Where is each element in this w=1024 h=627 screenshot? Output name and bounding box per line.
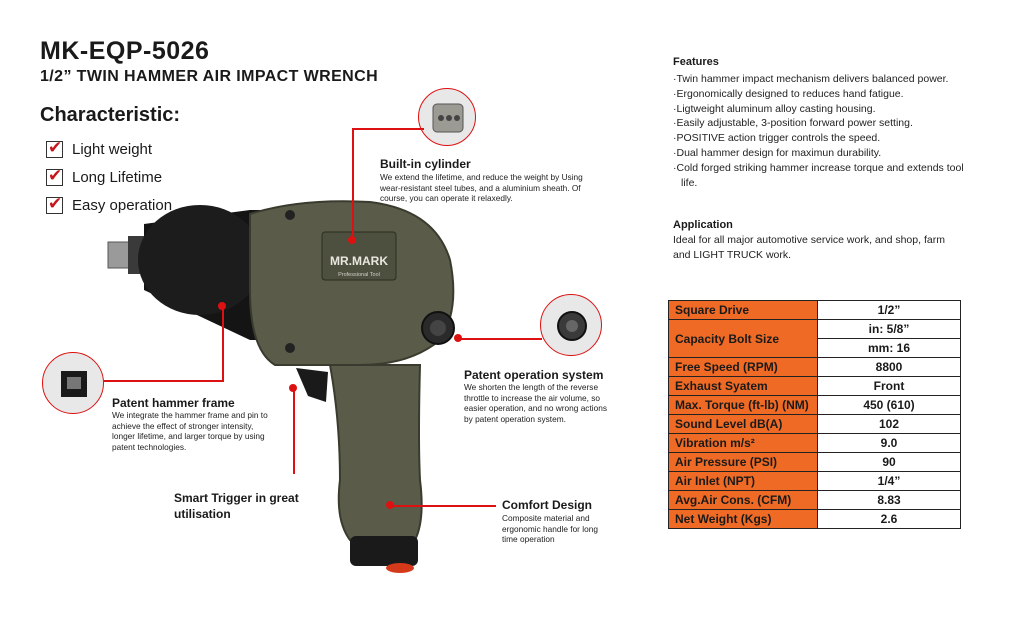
- checkmark-icon: [46, 197, 63, 214]
- spec-value: 2.6: [818, 510, 961, 529]
- spec-value: in: 5/8”: [818, 320, 961, 339]
- spec-value: Front: [818, 377, 961, 396]
- comfort-leader-line: [390, 505, 496, 507]
- table-row: [669, 358, 961, 377]
- characteristic-item: ✔ Long Lifetime: [46, 163, 172, 191]
- table-row: [669, 415, 961, 434]
- cylinder-leader-line: [352, 128, 354, 236]
- spec-label: Max. Torque (ft-lb) (NM): [669, 396, 818, 415]
- spec-value: 1/2”: [818, 301, 961, 320]
- cylinder-leader-line: [352, 128, 424, 130]
- table-row: [669, 301, 961, 320]
- spec-value: 90: [818, 453, 961, 472]
- tool-brand-text: MR.MARK: [330, 254, 388, 268]
- comfort-title: Comfort Design: [502, 498, 592, 512]
- cylinder-description: We extend the lifetime, and reduce the weight by Using wear-resistant steel tubes, and a aluminium sheath. Of course, you can operate it relaxedly.: [380, 172, 583, 204]
- table-row: [669, 434, 961, 453]
- characteristic-item: ✔ Light weight: [46, 135, 172, 163]
- feature-item: · Dual hammer design for maximun durability.: [673, 146, 973, 161]
- trigger-leader-line: [293, 388, 295, 474]
- features-list: [673, 72, 973, 190]
- hammer-frame-detail-image: [42, 352, 104, 414]
- table-row: [669, 453, 961, 472]
- operation-title: Patent operation system: [464, 368, 604, 382]
- trigger-title: Smart Trigger in great utilisation: [174, 491, 299, 521]
- hammer-frame-title: Patent hammer frame: [112, 396, 235, 410]
- product-model: MK-EQP-5026: [40, 37, 210, 65]
- application-title: Application: [673, 219, 733, 231]
- feature-item: · Ligtweight aluminum alloy casting housing.: [673, 102, 973, 117]
- feature-item: · Cold forged striking hammer increase torque and extends tool life.: [673, 161, 973, 191]
- table-row: [669, 472, 961, 491]
- characteristic-title: Characteristic:: [40, 104, 181, 126]
- spec-value: 1/4”: [818, 472, 961, 491]
- spec-label: Sound Level dB(A): [669, 415, 818, 434]
- trigger-pointer-dot: [289, 384, 297, 392]
- product-subtitle: 1/2” TWIN HAMMER AIR IMPACT WRENCH: [40, 68, 379, 85]
- feature-item: · POSITIVE action trigger controls the speed.: [673, 131, 973, 146]
- spec-label: Square Drive: [669, 301, 818, 320]
- spec-value: 8.83: [818, 491, 961, 510]
- tool-brand-subtext: Professional Tool: [338, 272, 380, 278]
- spec-label: Air Pressure (PSI): [669, 453, 818, 472]
- features-title: Features: [673, 56, 719, 68]
- characteristic-item: ✔ Easy operation: [46, 191, 172, 219]
- checkmark-icon: [46, 141, 63, 158]
- spec-label: Free Speed (RPM): [669, 358, 818, 377]
- hammer-frame-leader-line: [104, 380, 224, 382]
- spec-value: mm: 16: [818, 339, 961, 358]
- comfort-description: Composite material and ergonomic handle for long time operation: [502, 513, 598, 545]
- spec-value: 9.0: [818, 434, 961, 453]
- spec-value: 102: [818, 415, 961, 434]
- spec-value: 8800: [818, 358, 961, 377]
- operation-leader-line: [458, 338, 542, 340]
- feature-item: · Easily adjustable, 3-position forward power setting.: [673, 116, 973, 131]
- table-row: [669, 491, 961, 510]
- spec-label: Capacity Bolt Size: [669, 320, 818, 358]
- spec-label: Avg.Air Cons. (CFM): [669, 491, 818, 510]
- table-row: [669, 377, 961, 396]
- table-row: [669, 510, 961, 529]
- application-text: Ideal for all major automotive service work, and shop, farm and LIGHT TRUCK work.: [673, 234, 945, 261]
- hammer-frame-pointer-dot: [218, 302, 226, 310]
- operation-pointer-dot: [454, 334, 462, 342]
- spec-value: 450 (610): [818, 396, 961, 415]
- operation-system-detail-image: [540, 294, 602, 356]
- feature-item: · Ergonomically designed to reduces hand fatigue.: [673, 87, 973, 102]
- feature-item: · Twin hammer impact mechanism delivers balanced power.: [673, 72, 973, 87]
- spec-table: [668, 300, 961, 529]
- comfort-pointer-dot: [386, 501, 394, 509]
- cylinder-pointer-dot: [348, 236, 356, 244]
- spec-label: Vibration m/s²: [669, 434, 818, 453]
- hammer-frame-description: We integrate the hammer frame and pin to achieve the effect of stronger intensity, longer lifetime, and larger torque by using patent technologies.: [112, 410, 268, 452]
- cylinder-title: Built-in cylinder: [380, 157, 471, 171]
- spec-label: Air Inlet (NPT): [669, 472, 818, 491]
- spec-label: Net Weight (Kgs): [669, 510, 818, 529]
- cylinder-detail-image: [418, 88, 476, 146]
- table-row: [669, 320, 961, 339]
- operation-description: We shorten the length of the reverse throttle to increase the air volume, so easier operation, and no wrong actions by patent operation system.: [464, 382, 607, 424]
- hammer-frame-leader-line: [222, 306, 224, 382]
- table-row: [669, 396, 961, 415]
- spec-label: Exhaust Syatem: [669, 377, 818, 396]
- checkmark-icon: [46, 169, 63, 186]
